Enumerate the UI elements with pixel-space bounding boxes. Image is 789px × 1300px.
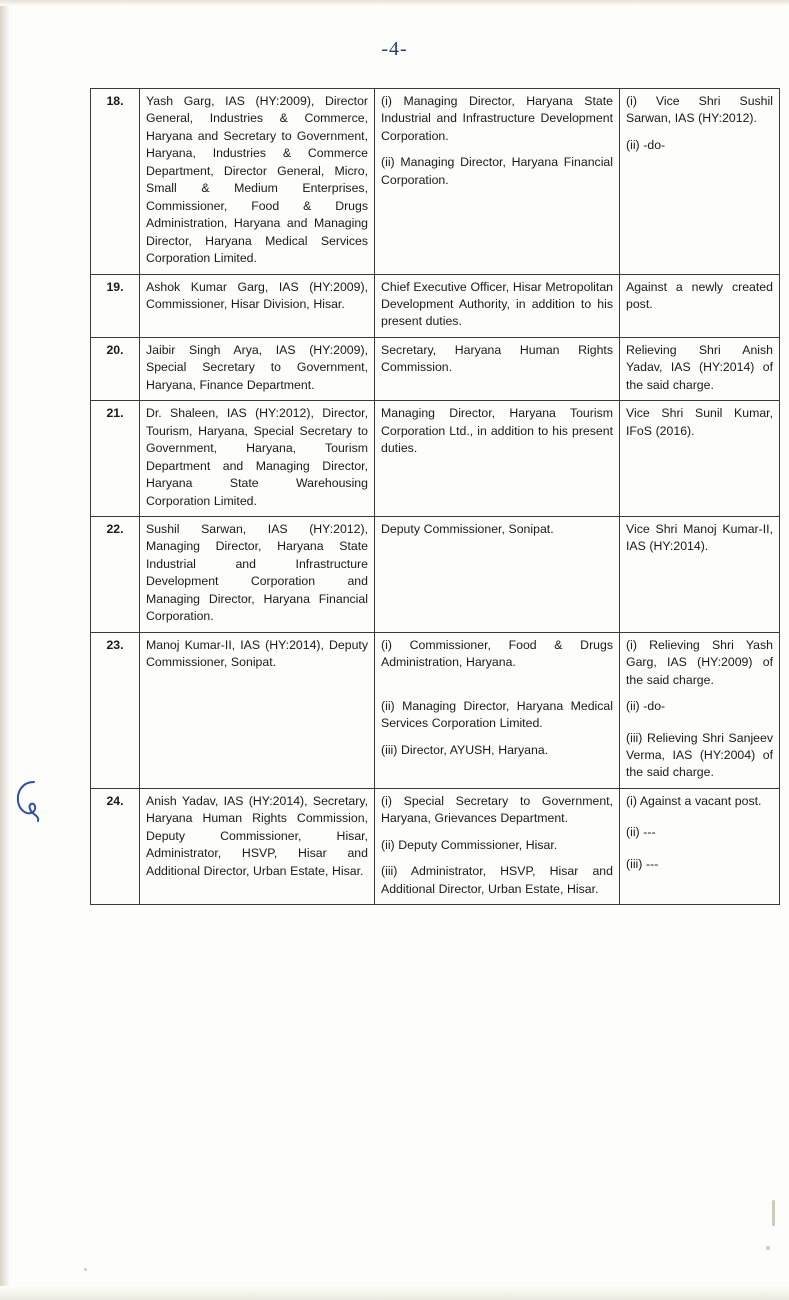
serial-number: 23. (91, 632, 140, 788)
posting-item: Chief Executive Officer, Hisar Metropolitan Development Authority, in addition to his present duties. (381, 279, 613, 329)
posting-item: (ii) Managing Director, Haryana Financial Corporation. (381, 155, 613, 187)
remarks (620, 401, 780, 517)
posting-item: Managing Director, Haryana Tourism Corporation Ltd., in addition to his present duties. (381, 406, 613, 456)
remarks (620, 89, 780, 275)
scan-artifact (772, 1200, 775, 1226)
posting-item: (i) Commissioner, Food & Drugs Administration, Haryana. (381, 637, 613, 670)
officer-details: Anish Yadav, IAS (HY:2014), Secretary, Haryana Human Rights Commission, Deputy Commissioner, Hisar, Administrator, HSVP, Hisar and Additional Director, Urban Estate, Hisar. (140, 788, 375, 904)
serial-number: 22. (91, 516, 140, 632)
officer-details: Jaibir Singh Arya, IAS (HY:2009), Special Secretary to Government, Haryana, Finance Department. (140, 337, 375, 400)
posting-item: (i) Managing Director, Haryana State Industrial and Infrastructure Development Corporation. (381, 94, 613, 143)
posting-item: (ii) Managing Director, Haryana Medical Services Corporation Limited. (381, 698, 613, 731)
new-posting (375, 274, 620, 337)
officer-details: Dr. Shaleen, IAS (HY:2012), Director, Tourism, Haryana, Special Secretary to Government, Haryana, Tourism Department and Managing Director, Haryana State Warehousing Corporation Limited. (140, 401, 375, 517)
page-bottom-edge-shadow (0, 1286, 789, 1300)
scan-artifact (84, 1268, 87, 1271)
serial-number: 24. (91, 788, 140, 904)
new-posting (375, 337, 620, 400)
remark-item: Vice Shri Manoj Kumar-II, IAS (HY:2014). (626, 521, 773, 554)
remarks (620, 632, 780, 788)
page-left-edge-shadow (0, 0, 10, 1300)
remarks (620, 337, 780, 400)
table-row (91, 632, 780, 788)
remarks (620, 274, 780, 337)
remarks (620, 516, 780, 632)
remark-item: (iii) Relieving Shri Sanjeev Verma, IAS (HY:2004) of the said charge. (626, 730, 773, 780)
table-row (91, 337, 780, 400)
remark-item: Against a newly created post. (626, 279, 773, 311)
table-row (91, 516, 780, 632)
remark-item: Vice Shri Sunil Kumar, IFoS (2016). (626, 406, 773, 438)
table-row (91, 788, 780, 904)
remark-item: (ii) --- (626, 825, 656, 840)
posting-item: (iii) Director, AYUSH, Haryana. (381, 742, 549, 757)
remark-item: (ii) -do- (626, 699, 666, 714)
page-number: -4- (381, 38, 408, 60)
new-posting (375, 89, 620, 275)
serial-number: 21. (91, 401, 140, 517)
handwritten-margin-mark-icon (14, 778, 48, 824)
new-posting (375, 632, 620, 788)
new-posting (375, 401, 620, 517)
serial-number: 20. (91, 337, 140, 400)
table-row (91, 89, 780, 275)
new-posting (375, 516, 620, 632)
officer-details: Yash Garg, IAS (HY:2009), Director General, Industries & Commerce, Haryana and Secretary to Government, Haryana, Industries & Commerce Department, Director General, Micro, Small & Medium Enterprises, Commissioner, Food & Drugs Administration, Haryana and Managing Director, Haryana Medical Services Corporation Limited. (140, 89, 375, 275)
remark-item: (iii) --- (626, 856, 659, 871)
table-row (91, 401, 780, 517)
posting-item: (ii) Deputy Commissioner, Hisar. (381, 837, 558, 852)
page-top-edge-shadow (0, 0, 789, 6)
new-posting (375, 788, 620, 904)
remark-item: Relieving Shri Anish Yadav, IAS (HY:2014) of the said charge. (626, 342, 773, 392)
posting-item: (iii) Administrator, HSVP, Hisar and Additional Director, Urban Estate, Hisar. (381, 864, 613, 896)
posting-item: Deputy Commissioner, Sonipat. (381, 521, 554, 536)
table-row (91, 274, 780, 337)
remark-item: (i) Relieving Shri Yash Garg, IAS (HY:2009) of the said charge. (626, 637, 773, 687)
serial-number: 18. (91, 89, 140, 275)
officer-details: Manoj Kumar-II, IAS (HY:2014), Deputy Commissioner, Sonipat. (140, 632, 375, 788)
posting-item: (i) Special Secretary to Government, Haryana, Grievances Department. (381, 793, 613, 826)
officer-details: Ashok Kumar Garg, IAS (HY:2009), Commissioner, Hisar Division, Hisar. (140, 274, 375, 337)
remark-item: (ii) -do- (626, 137, 666, 152)
transfer-orders-table (90, 88, 780, 905)
remark-item: (i) Against a vacant post. (626, 793, 762, 808)
officer-details: Sushil Sarwan, IAS (HY:2012), Managing Director, Haryana State Industrial and Infrastructure Development Corporation and Managing Director, Haryana Financial Corporation. (140, 516, 375, 632)
scan-artifact (766, 1246, 770, 1250)
remarks (620, 788, 780, 904)
posting-item: Secretary, Haryana Human Rights Commission. (381, 342, 613, 375)
serial-number: 19. (91, 274, 140, 337)
remark-item: (i) Vice Shri Sushil Sarwan, IAS (HY:2012). (626, 94, 773, 126)
